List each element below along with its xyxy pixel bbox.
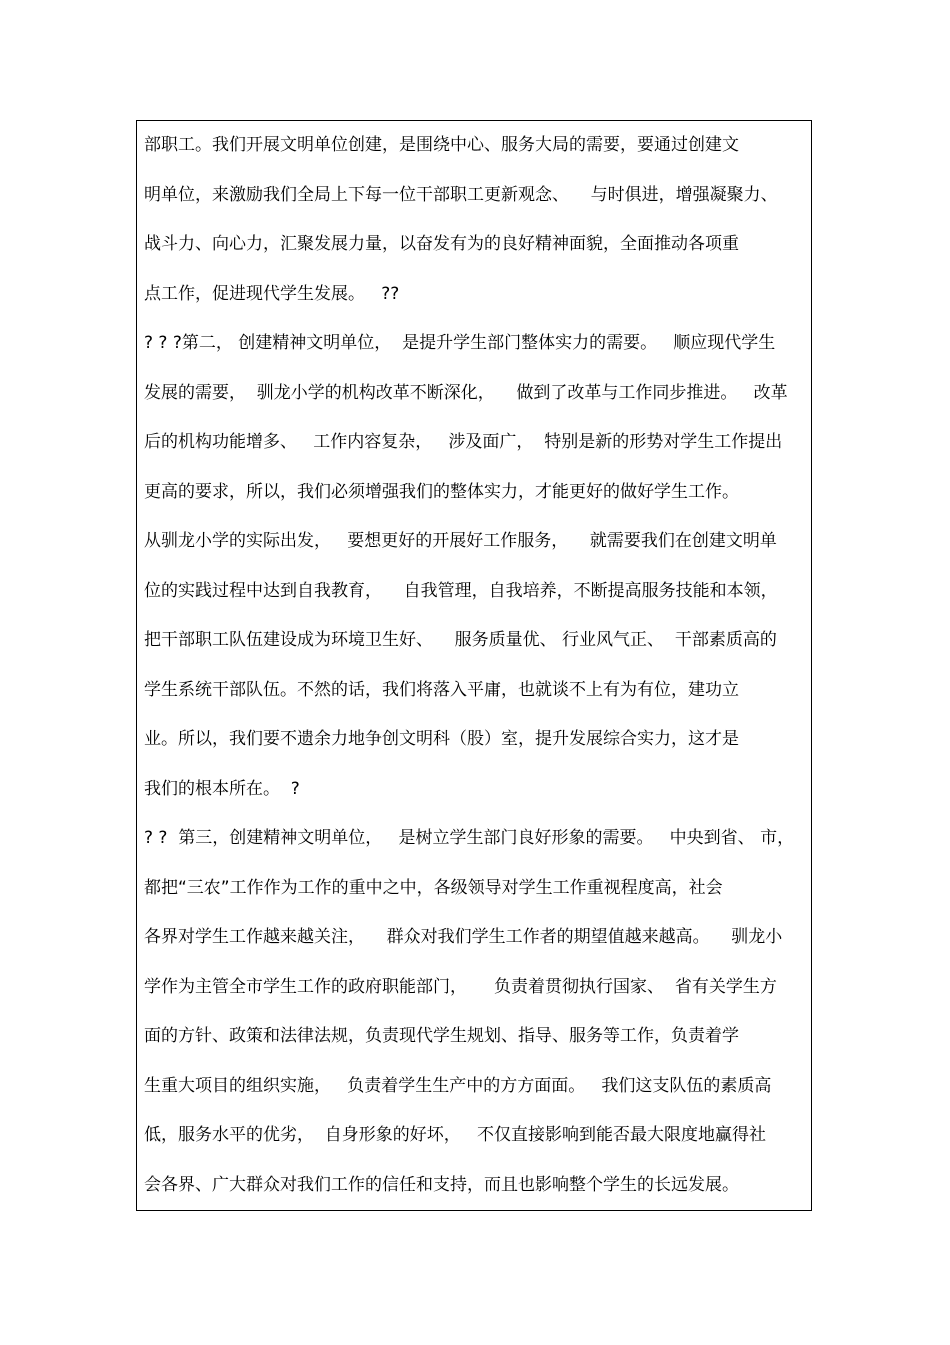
text-line-4: 点工作，促进现代学生发展。 ?? <box>144 283 400 304</box>
text-line-11: 把干部职工队伍建设成为环境卫生好、 服务质量优、 行业风气正、 干部素质高的 <box>144 630 777 650</box>
text-line-9: 从驯龙小学的实际出发， 要想更好的开展好工作服务， 就需要我们在创建文明单 <box>144 531 777 551</box>
text-line-16: 都把“三农”工作作为工作的重中之中，各级领导对学生工作重视程度高，社会 <box>144 877 723 898</box>
text-line-7: 后的机构功能增多、 工作内容复杂， 涉及面广， 特别是新的形势对学生工作提出 <box>144 432 783 452</box>
text-line-17: 各界对学生工作越来越关注， 群众对我们学生工作者的期望值越来越高。 驯龙小 <box>144 927 783 947</box>
text-line-20: 生重大项目的组织实施， 负责着学生生产中的方方面面。 我们这支队伍的素质高 <box>144 1075 772 1096</box>
text-line-21: 低，服务水平的优劣， 自身形象的好坏， 不仅直接影响到能否最大限度地赢得社 <box>144 1125 767 1145</box>
text-line-1: 部职工。我们开展文明单位创建，是围绕中心、服务大局的需要，要通过创建文 <box>144 135 739 155</box>
text-line-22: 会各界、广大群众对我们工作的信任和支持，而且也影响整个学生的长远发展。 <box>144 1174 739 1195</box>
text-line-5: ? ? ?第二， 创建精神文明单位， 是提升学生部门整体实力的需要。 顺应现代学生 <box>144 333 776 353</box>
text-line-15: ? ? 第三，创建精神文明单位， 是树立学生部门良好形象的需要。 中央到省、 市， <box>144 828 795 848</box>
text-line-8: 更高的要求，所以，我们必须增强我们的整体实力，才能更好的做好学生工作。 <box>144 481 739 502</box>
text-line-2: 明单位，来激励我们全局上下每一位干部职工更新观念、 与时俱进，增强凝聚力、 <box>144 184 778 205</box>
text-line-13: 业。所以，我们要不遗余力地争创文明科（股）室，提升发展综合实力，这才是 <box>144 729 739 749</box>
text-line-18: 学作为主管全市学生工作的政府职能部门， 负责着贯彻执行国家、 省有关学生方 <box>144 976 777 997</box>
text-line-10: 位的实践过程中达到自我教育， 自我管理，自我培养，不断提高服务技能和本领， <box>144 580 778 601</box>
text-line-14: 我们的根本所在。 ? <box>144 778 300 799</box>
text-line-3: 战斗力、向心力，汇聚发展力量，以奋发有为的良好精神面貌，全面推动各项重 <box>144 234 739 254</box>
text-line-6: 发展的需要， 驯龙小学的机构改革不断深化， 做到了改革与工作同步推进。 改革 <box>144 382 788 403</box>
document-frame <box>136 120 812 1211</box>
document-body <box>144 132 808 1221</box>
text-line-19: 面的方针、政策和法律法规，负责现代学生规划、指导、服务等工作，负责着学 <box>144 1026 739 1046</box>
text-line-12: 学生系统干部队伍。不然的话，我们将落入平庸，也就谈不上有为有位，建功立 <box>144 679 739 700</box>
